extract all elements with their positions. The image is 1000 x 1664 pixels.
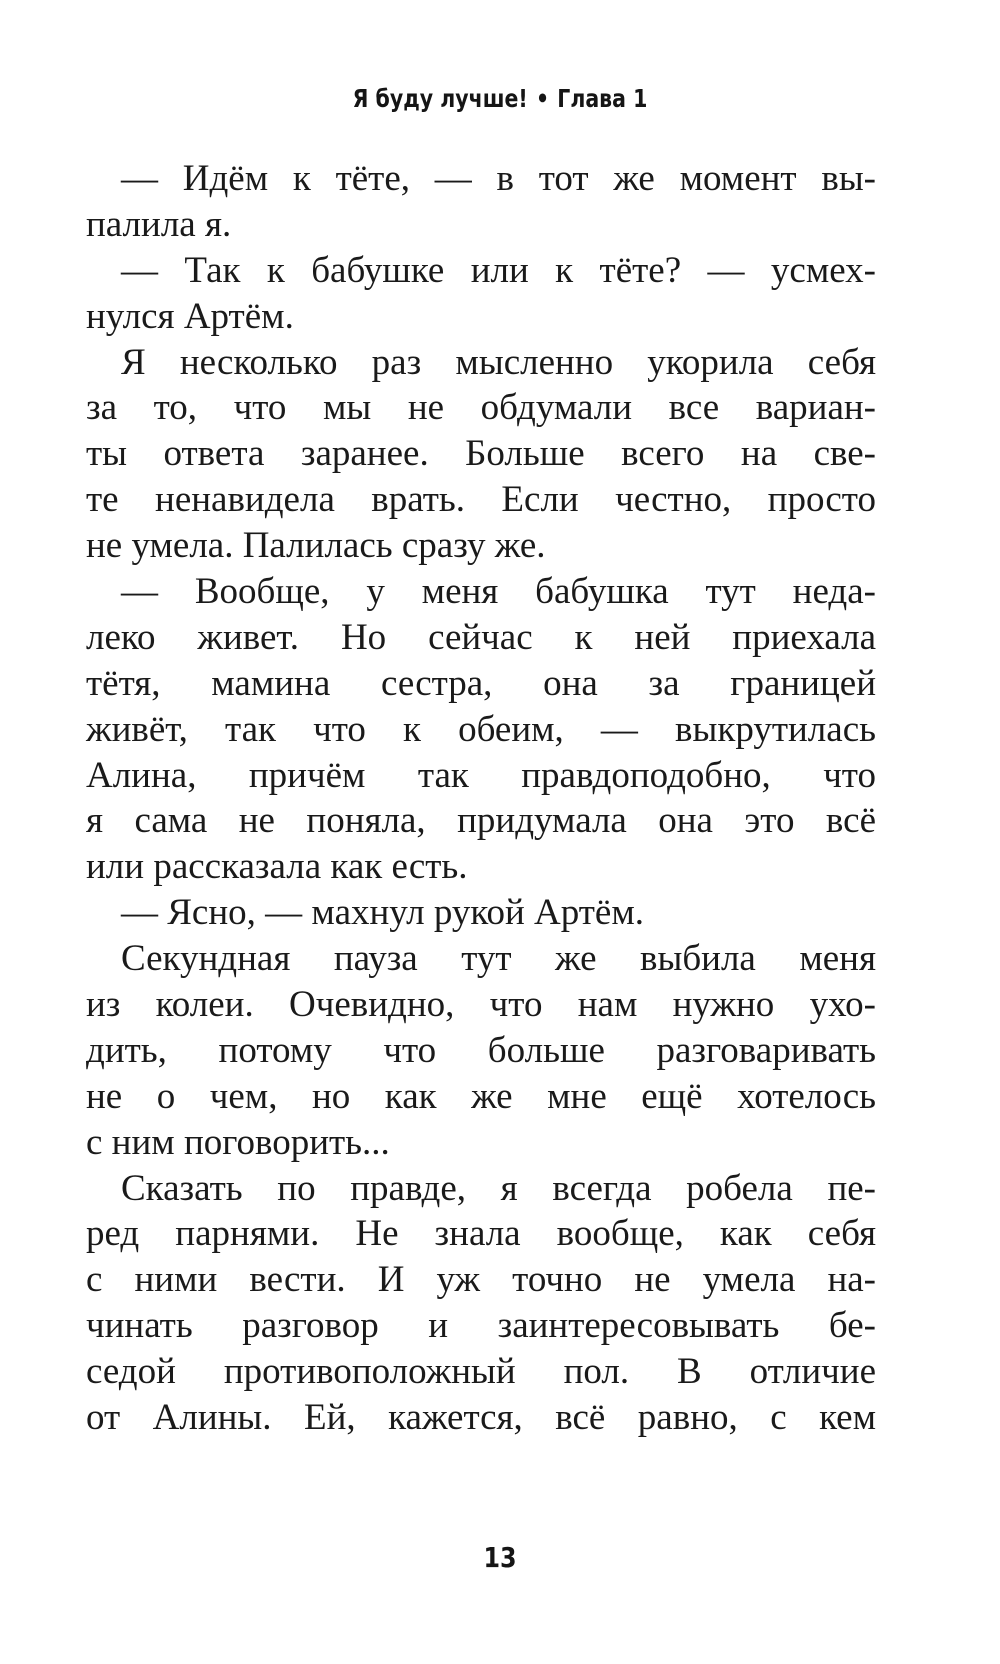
text-line: ред парнями. Не знала вообще, как себя [86, 1213, 876, 1255]
running-head [90, 84, 910, 113]
text-line: или рассказала как есть. [86, 846, 468, 888]
text-line: те ненавидела врать. Если честно, просто [86, 479, 876, 521]
text-line: тётя, мамина сестра, она за границей [86, 662, 876, 704]
text-line: от Алины. Ей, кажется, всё равно, с кем [86, 1397, 876, 1439]
text-line: за то, что мы не обдумали все вариан- [86, 387, 876, 429]
book-title: Я буду лучше! [352, 84, 528, 113]
text-line: из колеи. Очевидно, что нам нужно ухо- [86, 984, 876, 1026]
text-line: дить, потому что больше разговаривать [86, 1029, 876, 1071]
text-line: не о чем, но как же мне ещё хотелось [86, 1075, 876, 1117]
text-line: седой противоположный пол. В отличие [86, 1351, 876, 1393]
text-line: с ним поговорить... [86, 1121, 390, 1163]
text-line: живёт, так что к обеим, — выкрутилась [86, 708, 876, 750]
page-number: 13 [483, 1541, 517, 1574]
text-line: с ними вести. И уж точно не умела на- [86, 1259, 876, 1301]
text-line: я сама не поняла, придумала она это всё [86, 800, 876, 842]
text-line: нулся Артём. [86, 295, 294, 337]
text-line: палила я. [86, 203, 232, 245]
text-line: — Идём к тёте, — в тот же момент вы- [121, 158, 876, 199]
text-line: — Так к бабушке или к тёте? — усмех- [121, 249, 876, 291]
text-line: не умела. Палилась сразу же. [86, 525, 546, 567]
header-separator: • [535, 84, 550, 113]
text-line: Секундная пауза тут же выбила меня [121, 938, 876, 980]
text-line: Алина, причём так правдоподобно, что [86, 754, 876, 796]
chapter-label: Глава 1 [557, 84, 648, 113]
text-line: Сказать по правде, я всегда робела пе- [121, 1167, 876, 1209]
text-line: ты ответа заранее. Больше всего на све- [86, 433, 876, 475]
text-line: леко живет. Но сейчас к ней приехала [86, 616, 876, 658]
text-line: — Вообще, у меня бабушка тут неда- [121, 571, 876, 613]
text-line: Я несколько раз мысленно укорила себя [121, 341, 876, 383]
body-text [86, 156, 876, 1441]
text-line: — Ясно, — махнул рукой Артём. [121, 892, 645, 934]
text-line: чинать разговор и заинтересовывать бе- [86, 1305, 876, 1347]
